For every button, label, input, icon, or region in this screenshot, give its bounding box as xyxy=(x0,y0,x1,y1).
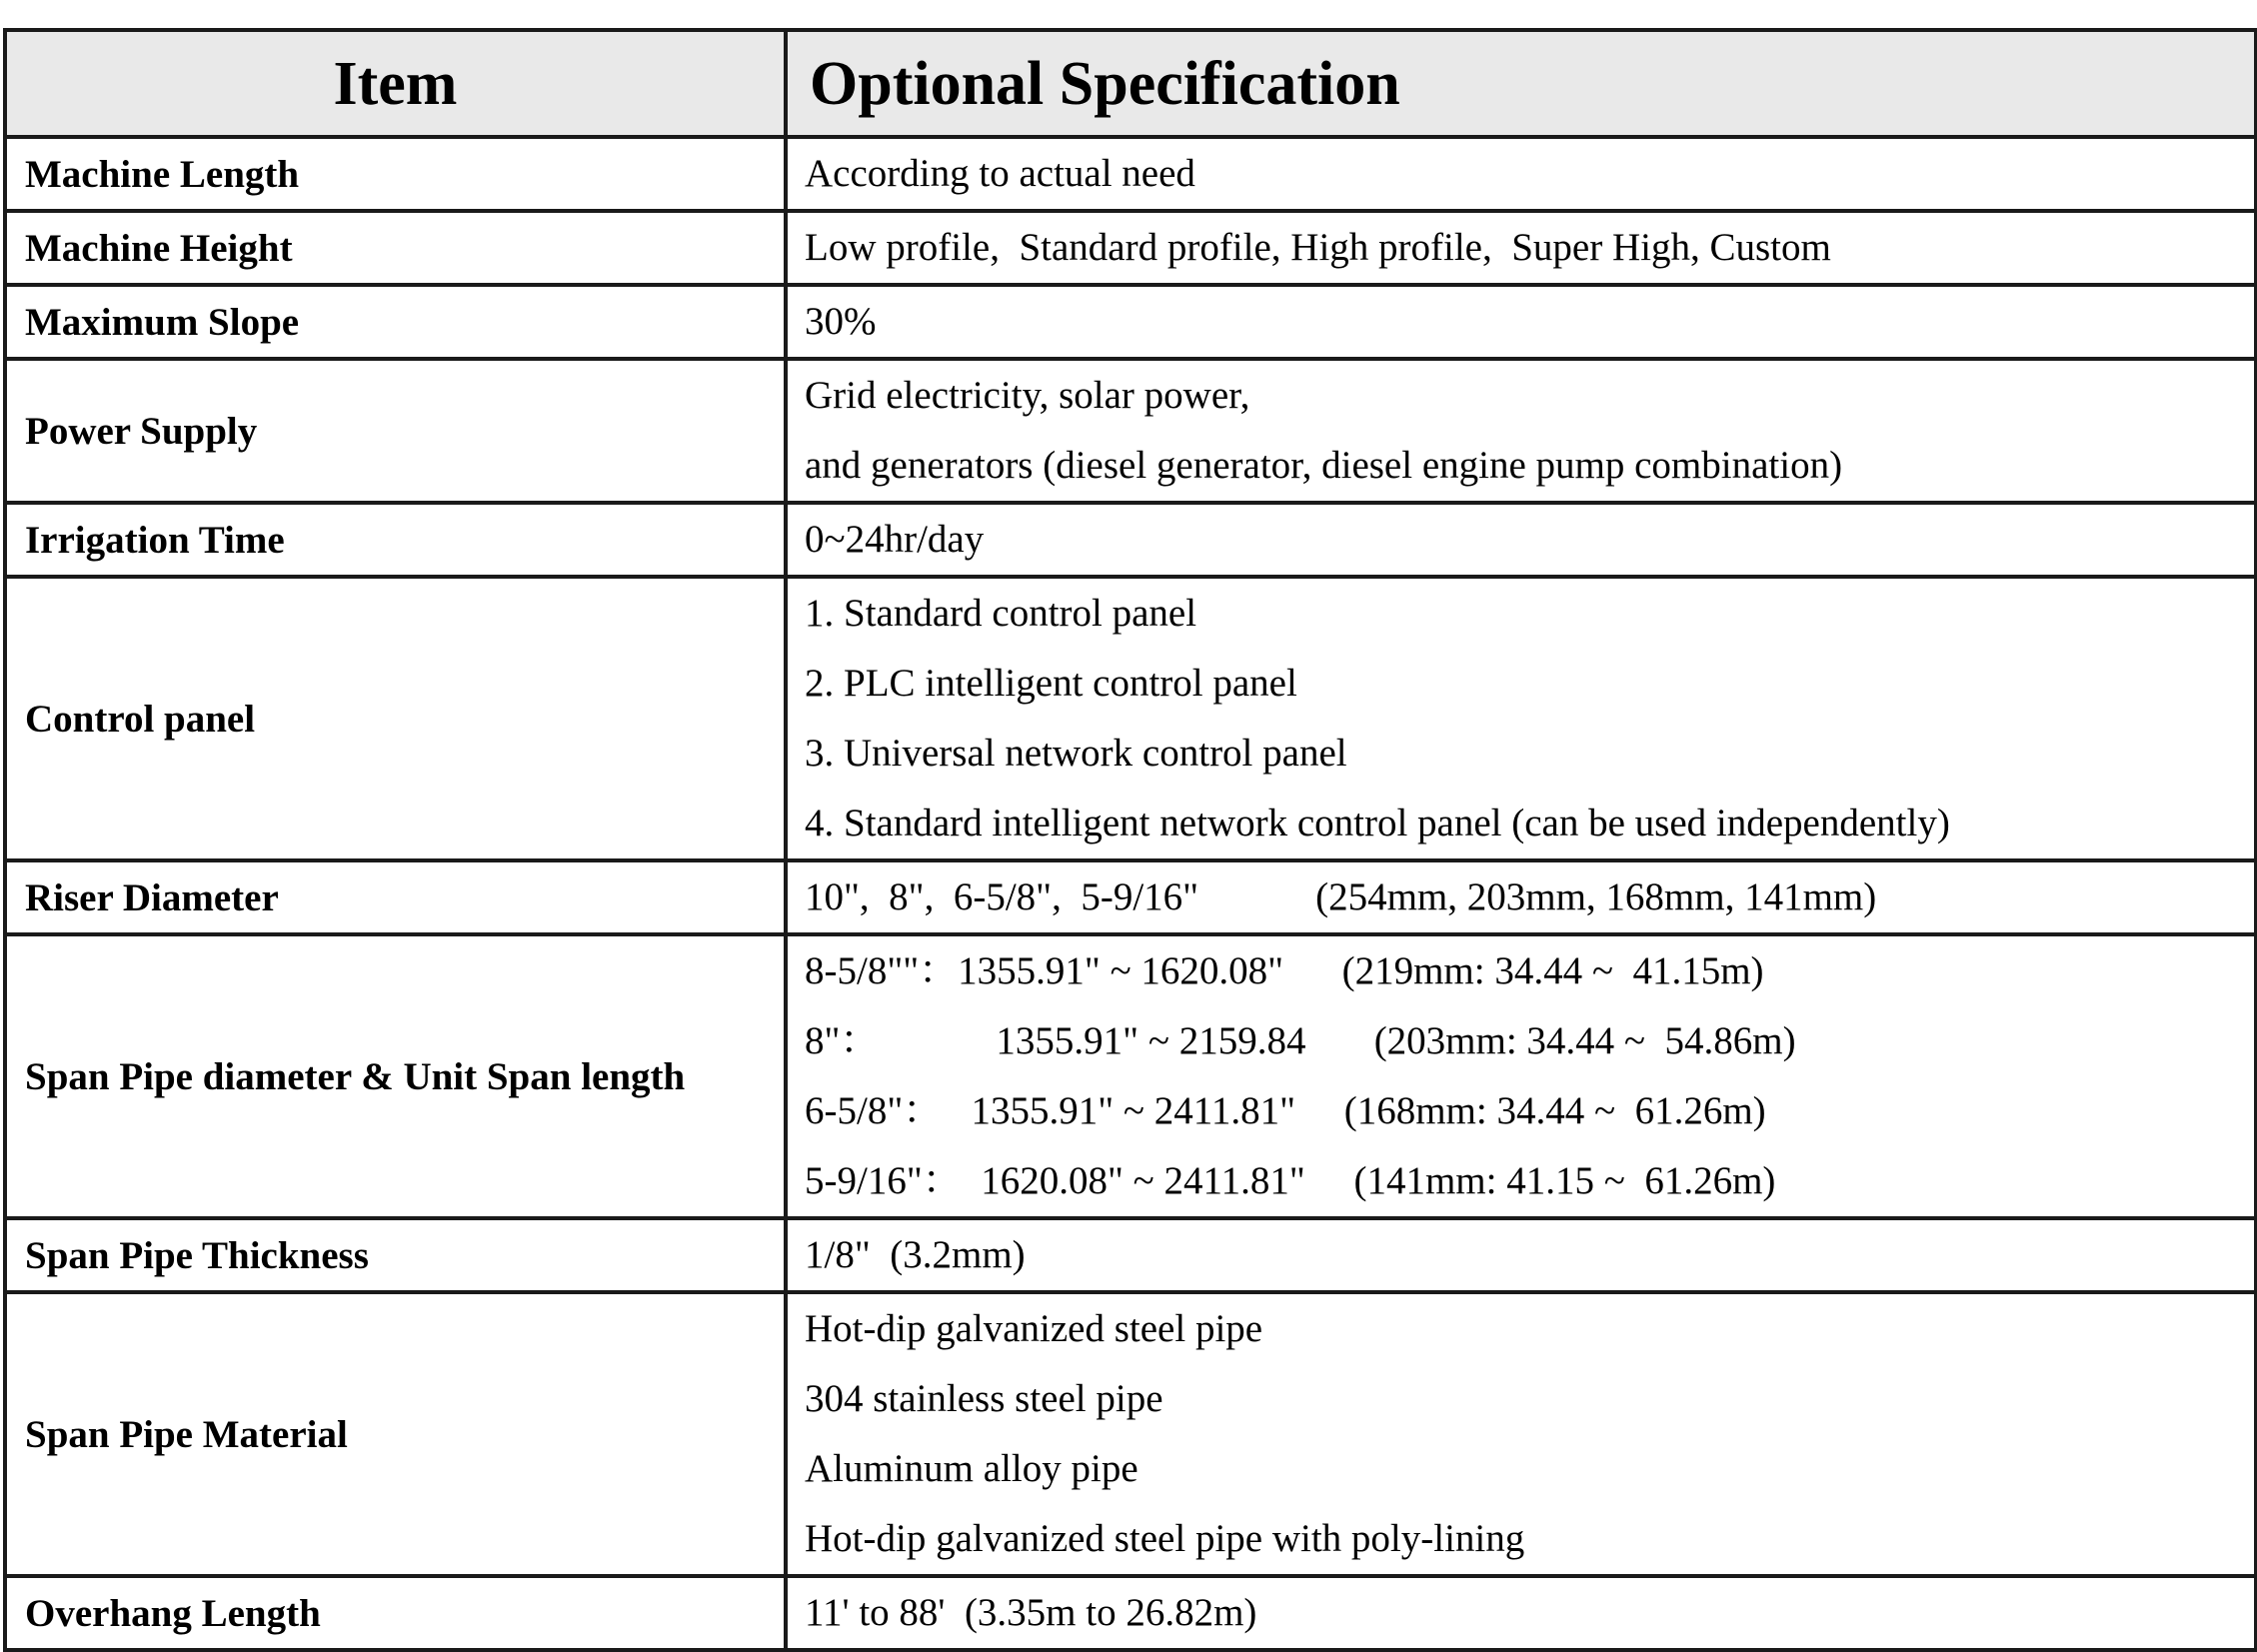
spec-line: 10", 8", 6-5/8", 5-9/16" (254mm, 203mm, 168mm, 141mm) xyxy=(805,875,1877,918)
spec-line: 30% xyxy=(805,300,877,343)
spec-line: 8"： 1355.91" ~ 2159.84 (203mm: 34.44 ~ 54.86m) xyxy=(805,1019,1796,1062)
item-cell: Span Pipe Thickness xyxy=(5,1218,786,1292)
spec-line: 0~24hr/day xyxy=(805,518,985,561)
spec-line: 6-5/8"： 1355.91" ~ 2411.81" (168mm: 34.44 ~ 61.26m) xyxy=(805,1089,1766,1132)
spec-line: According to actual need xyxy=(805,152,1195,195)
column-header-item: Item xyxy=(5,30,786,137)
item-cell: Control panel xyxy=(5,577,786,860)
spec-cell xyxy=(786,285,2256,359)
spec-line: 1/8" (3.2mm) xyxy=(805,1233,1026,1276)
spec-line: 4. Standard intelligent network control panel (can be used independently) xyxy=(805,802,1950,844)
spec-cell xyxy=(786,934,2256,1218)
item-cell: Span Pipe Material xyxy=(5,1292,786,1576)
spec-line: 11' to 88' (3.35m to 26.82m) xyxy=(805,1591,1257,1634)
spec-cell xyxy=(786,1218,2256,1292)
spec-line: 1. Standard control panel xyxy=(805,592,1197,635)
spec-cell xyxy=(786,503,2256,577)
table-row xyxy=(5,1292,2256,1576)
column-header-spec: Optional Specification xyxy=(786,30,2256,137)
spec-line: 8-5/8""：1355.91" ~ 1620.08" (219mm: 34.44 ~ 41.15m) xyxy=(805,949,1764,992)
table-row xyxy=(5,137,2256,211)
item-cell: Irrigation Time xyxy=(5,503,786,577)
table-row xyxy=(5,359,2256,503)
spec-line: Low profile, Standard profile, High profile, Super High, Custom xyxy=(805,226,1831,269)
item-cell: Power Supply xyxy=(5,359,786,503)
spec-line: Hot-dip galvanized steel pipe with poly-lining xyxy=(805,1517,1525,1560)
item-cell: Overhang Length xyxy=(5,1576,786,1650)
item-cell: Maximum Slope xyxy=(5,285,786,359)
spec-table xyxy=(3,28,2257,1652)
table-row xyxy=(5,860,2256,934)
spec-line: 304 stainless steel pipe xyxy=(805,1377,1163,1420)
table-row xyxy=(5,211,2256,285)
table-row xyxy=(5,503,2256,577)
spec-line: Aluminum alloy pipe xyxy=(805,1447,1138,1490)
spec-line: 2. PLC intelligent control panel xyxy=(805,662,1297,705)
table-body xyxy=(5,137,2256,1650)
table-row xyxy=(5,577,2256,860)
spec-cell xyxy=(786,860,2256,934)
spec-cell xyxy=(786,211,2256,285)
spec-line: and generators (diesel generator, diesel engine pump combination) xyxy=(805,444,1843,487)
table-header xyxy=(5,30,2256,137)
item-cell: Machine Length xyxy=(5,137,786,211)
spec-line: 5-9/16"： 1620.08" ~ 2411.81" (141mm: 41.15 ~ 61.26m) xyxy=(805,1159,1776,1202)
item-cell: Span Pipe diameter & Unit Span length xyxy=(5,934,786,1218)
spec-cell xyxy=(786,1292,2256,1576)
spec-cell xyxy=(786,359,2256,503)
table-row xyxy=(5,934,2256,1218)
spec-cell xyxy=(786,137,2256,211)
table-row xyxy=(5,1218,2256,1292)
item-cell: Riser Diameter xyxy=(5,860,786,934)
header-row xyxy=(5,30,2256,137)
table-row xyxy=(5,285,2256,359)
spec-line: Hot-dip galvanized steel pipe xyxy=(805,1307,1263,1350)
spec-line: 3. Universal network control panel xyxy=(805,732,1347,775)
spec-cell xyxy=(786,577,2256,860)
spec-line: Grid electricity, solar power, xyxy=(805,374,1250,417)
item-cell: Machine Height xyxy=(5,211,786,285)
